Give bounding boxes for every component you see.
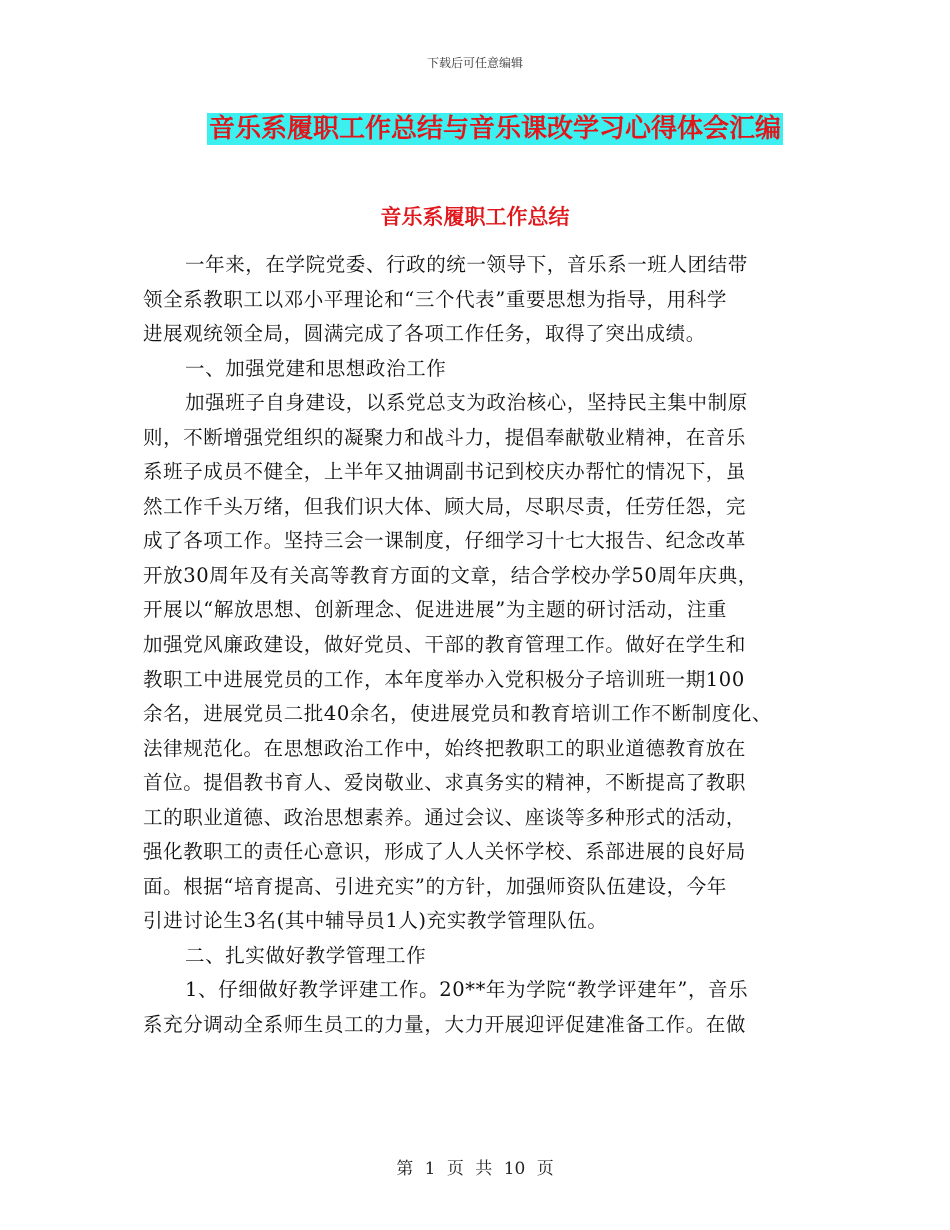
paragraph-line: 进展观统领全局，圆满完成了各项工作任务，取得了突出成绩。 bbox=[143, 322, 706, 346]
page-footer: 第 1 页 共 10 页 bbox=[396, 1159, 554, 1179]
paragraph-line: 开放30周年及有关高等教育方面的文章，结合学校办学50周年庆典， bbox=[143, 563, 758, 587]
paragraph-line: 然工作千头万绪，但我们识大体、顾大局，尽职尽责，任劳任怨，完 bbox=[143, 494, 747, 518]
main-title-container bbox=[0, 113, 950, 145]
section-title: 音乐系履职工作总结 bbox=[380, 205, 570, 229]
paragraph-line: 引进讨论生3名(其中辅导员1人)充实教学管理队伍。 bbox=[143, 909, 608, 933]
paragraph-line: 系班子成员不健全，上半年又抽调副书记到校庆办帮忙的情况下，虽 bbox=[143, 460, 747, 484]
paragraph-line: 加强党风廉政建设，做好党员、干部的教育管理工作。做好在学生和 bbox=[143, 633, 747, 657]
main-title: 音乐系履职工作总结与音乐课改学习心得体会汇编 bbox=[208, 114, 781, 144]
paragraph-line: 成了各项工作。坚持三会一课制度，仔细学习十七大报告、纪念改革 bbox=[143, 529, 747, 553]
body-text bbox=[143, 248, 803, 1043]
paragraph-line: 领全系教职工以邓小平理论和“三个代表”重要思想为指导，用科学 bbox=[143, 287, 727, 311]
heading-line: 一、加强党建和思想政治工作 bbox=[185, 356, 447, 380]
paragraph-line: 一年来，在学院党委、行政的统一领导下，音乐系一班人团结带 bbox=[185, 253, 748, 276]
paragraph-line: 面。根据“培育提高、引进充实”的方针，加强师资队伍建设，今年 bbox=[143, 874, 727, 898]
paragraph-line: 法律规范化。在思想政治工作中，始终把教职工的职业道德教育放在 bbox=[143, 736, 747, 760]
heading-line: 二、扎实做好教学管理工作 bbox=[185, 943, 427, 967]
paragraph-line: 加强班子自身建设，以系党总支为政治核心，坚持民主集中制原 bbox=[185, 391, 748, 415]
paragraph-line: 1、仔细做好教学评建工作。20**年为学院“教学评建年”，音乐 bbox=[185, 978, 749, 1002]
paragraph-line: 则，不断增强党组织的凝聚力和战斗力，提倡奉献敬业精神，在音乐 bbox=[143, 425, 747, 449]
header-note: 下载后可任意编辑 bbox=[426, 56, 523, 70]
paragraph-line: 教职工中进展党员的工作，本年度举办入党积极分子培训班一期100 bbox=[143, 667, 745, 691]
paragraph-line: 强化教职工的责任心意识，形成了人人关怀学校、系部进展的良好局 bbox=[143, 840, 747, 864]
paragraph-line: 工的职业道德、政治思想素养。通过会议、座谈等多种形式的活动， bbox=[143, 805, 747, 829]
paragraph-line: 首位。提倡教书育人、爱岗敬业、求真务实的精神，不断提高了教职 bbox=[143, 771, 747, 795]
paragraph-line: 余名，进展党员二批40余名，使进展党员和教育培训工作不断制度化、 bbox=[143, 702, 773, 726]
paragraph-line: 系充分调动全系师生员工的力量，大力开展迎评促建准备工作。在做 bbox=[143, 1013, 747, 1037]
paragraph-line: 开展以“解放思想、创新理念、促进进展”为主题的研讨活动，注重 bbox=[143, 598, 727, 622]
